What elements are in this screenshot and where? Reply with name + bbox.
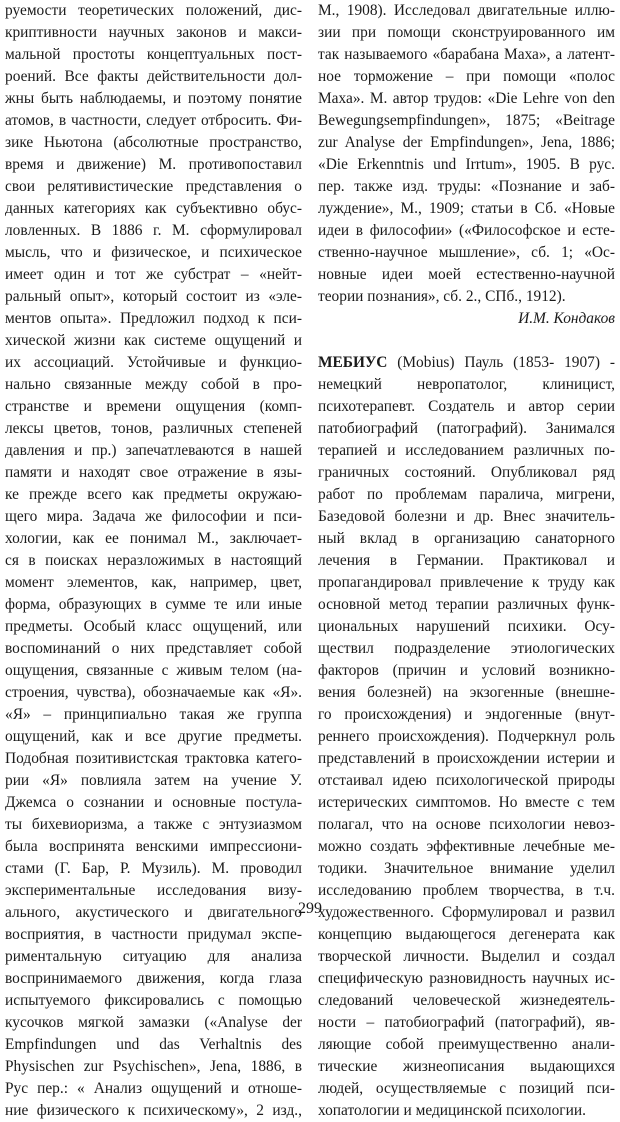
text-line: данных категориях как субъективно обус-: [5, 200, 302, 217]
text-line: ся в поисках неразложимых в настоящий: [5, 552, 302, 569]
text-line: экспериментальные исследования визу-: [5, 882, 302, 899]
left-column: [5, 0, 302, 1122]
author-signature: И.М. Кондаков: [518, 310, 615, 327]
text-line: время и движение) М. противопоставил: [5, 156, 302, 173]
page-number: 299: [298, 900, 322, 917]
text-line: тодики. Значительное внимание уделил: [318, 860, 615, 877]
text-line: давления и пр.) запечатлеваются в нашей: [5, 442, 302, 459]
text-line: хопатологии и медицинской психологии.: [318, 1102, 586, 1119]
text-line: восприятия, в частности придумал экспе-: [5, 926, 302, 943]
text-line: циональных нарушений психики. Осу-: [318, 618, 615, 635]
text-line: ощущений, как и все другие предметы.: [5, 728, 302, 745]
text-line: можно создать эффективные лечебные ме-: [318, 838, 615, 855]
text-line: основной метод терапии различных функ-: [318, 596, 615, 613]
text-line: нально связанные между собой в про-: [5, 376, 302, 393]
text-line: вения болезней) на экзогенные (внешне-: [318, 684, 615, 701]
text-line: луждение», М., 1909; статьи в Сб. «Новые: [318, 200, 615, 217]
text-line: людей, осуществляемые с позиций пси-: [318, 1080, 615, 1097]
text-line: Джемса о сознании и основные постула-: [5, 794, 302, 811]
text-line: ке прежде всего как предметы окружаю-: [5, 486, 302, 503]
text-line: ляющие собой преимущественно анали-: [318, 1036, 615, 1053]
text-line: рии «Я» повлияла затем на учение У.: [5, 772, 302, 789]
text-line: истерических симптомов. Но вместе с тем: [318, 794, 615, 811]
text-line: творческой личности. Выделил и создал: [318, 948, 615, 965]
text-line: Bewegungsempfindungen», 1875; «Beitrage: [318, 112, 615, 129]
text-line: атомов, в частности, следует отбросить. Фи-: [5, 112, 302, 129]
text-line: щего мира. Задача же философии и пси-: [5, 508, 302, 525]
text-line: ментов опыта». Предложил подход к пси-: [5, 310, 302, 327]
mach-entry-continuation: [318, 0, 615, 308]
text-line: идеи в философии» («Философское и есте-: [318, 222, 615, 239]
text-line: теории познания», сб. 2., СПб., 1912).: [318, 288, 566, 305]
text-line: ние физического к психическому», 2 изд.,: [5, 1102, 302, 1119]
text-line: отстаивал идею психологической природы: [318, 772, 615, 789]
text-line: Рус пер.: « Анализ ощущений и отноше-: [5, 1080, 302, 1097]
text-line: специфическую разновидность научных ис-: [318, 970, 615, 987]
text-line: немецкий невропатолог, клиницист,: [318, 376, 615, 393]
text-line: го происхождения) и эндогенные (внут-: [318, 706, 615, 723]
text-line: памяти и находят свое отражение в язы-: [5, 464, 302, 481]
text-line: zur Analyse der Empfindungen», Jena, 1886;: [318, 134, 615, 151]
text-line: воспринимаемого движения, когда глаза: [5, 970, 302, 987]
text-line: их ассоциаций. Устойчивые и функцио-: [5, 354, 302, 371]
text-line: ощущения, связанные с живым телом (на-: [5, 662, 302, 679]
text-line: ального, акустического и двигательного: [5, 904, 302, 921]
text-line: новные идеи моей естественно-научной: [318, 266, 615, 283]
text-line: факторов (причин и условий возникно-: [318, 662, 615, 679]
text-line: художественного. Сформулировал и развил: [318, 904, 615, 921]
text-line: представлений в происхождении истерии и: [318, 750, 615, 767]
text-line: Physischen zur Psychischen», Jena, 1886, в: [5, 1058, 302, 1075]
text-line: полагал, что на основе психологии невоз-: [318, 816, 615, 833]
text-line: лечения в Германии. Практиковал и: [318, 552, 615, 569]
entry-first-line-rest: (Mobius) Пауль (1853- 1907) -: [387, 354, 615, 371]
text-line: зике Ньютона (абсолютные пространство,: [5, 134, 302, 151]
text-line: Базедовой болезни и др. Внес значитель-: [318, 508, 615, 525]
text-line: Подобная позитивистская трактовка катего-: [5, 750, 302, 767]
text-line: ности – патобиографий (патографий), яв-: [318, 1014, 615, 1031]
text-line: следований человеческой жизнедеятель-: [318, 992, 615, 1009]
text-line: Маха». М. автор трудов: «Die Lehre von den: [318, 90, 615, 107]
text-line: мысль, что и физическое, и психическое: [5, 244, 302, 261]
right-column: [318, 0, 615, 1122]
text-line: кусочков мягкой замазки («Analyse der: [5, 1014, 302, 1031]
text-line: ществил подразделение этиологических: [318, 640, 615, 657]
text-line: ный вклад в организацию санаторного: [318, 530, 615, 547]
mobius-entry-body: [318, 374, 615, 1122]
text-line: работ по проблемам паралича, мигрени,: [318, 486, 615, 503]
text-line: предметы. Особый класс ощущений, или: [5, 618, 302, 635]
text-line: криптивности научных законов и макси-: [5, 24, 302, 41]
text-line: так называемого «барабана Маха», а латент-: [318, 46, 615, 63]
text-line: ты бихевиоризма, а также с энтузиазмом: [5, 816, 302, 833]
text-line: Empfindungen und das Verhaltnis des: [5, 1036, 302, 1053]
text-line: М., 1908). Исследовал двигательные иллю-: [318, 2, 615, 19]
text-line: роений. Все факты действительности дол-: [5, 68, 302, 85]
text-line: свои релятивистические представления о: [5, 178, 302, 195]
text-line: концепцию выдающегося дегенерата как: [318, 926, 615, 943]
text-line: стами (Г. Бар, Р. Музиль). М. проводил: [5, 860, 302, 877]
text-line: воспоминаний о них представляет собой: [5, 640, 302, 657]
text-line: терапией и исследованием различных по-: [318, 442, 615, 459]
text-line: патобиографий (патографий). Занимался: [318, 420, 615, 437]
text-line: граничных состояний. Опубликовал ряд: [318, 464, 615, 481]
text-line: ное торможение – при помощи «полос: [318, 68, 615, 85]
text-line: жны быть наблюдаемы, и поэтому понятие: [5, 90, 302, 107]
text-line: ральный опыт», который состоит из «эле-: [5, 288, 302, 305]
text-line: имеет один и тот же субстрат – «нейт-: [5, 266, 302, 283]
text-line: пропагандировал привлечение к труду как: [318, 574, 615, 591]
text-line: форма, образующих в сумме те или иные: [5, 596, 302, 613]
text-line: «Die Erkenntnis und Irrtum», 1905. В рус.: [318, 156, 615, 173]
entry-gap: [318, 330, 615, 352]
entry-first-line: [318, 352, 615, 374]
text-line: хической жизни как системе ощущений и: [5, 332, 302, 349]
text-line: была воспринята венскими импрессиони-: [5, 838, 302, 855]
text-line: строения, чувства), обозначаемые как «Я».: [5, 684, 302, 701]
entry-headword: МЕБИУС: [318, 354, 388, 371]
text-line: риментальную ситуацию для анализа: [5, 948, 302, 965]
text-line: лексы цветов, тонов, различных степеней: [5, 420, 302, 437]
text-line: реннего происхождения). Подчеркнул роль: [318, 728, 615, 745]
text-line: «Я» – принципиально такая же группа: [5, 706, 302, 723]
text-line: момент элементов, как, например, цвет,: [5, 574, 302, 591]
text-line: исследованию проблем творчества, в т.ч.: [318, 882, 615, 899]
text-line: тические жизнеописания выдающихся: [318, 1058, 615, 1075]
text-line: пер. также изд. труды: «Познание и заб-: [318, 178, 615, 195]
text-line: руемости теоретических положений, дис-: [5, 2, 302, 19]
text-line: хологии, как ее понимал М., заключает-: [5, 530, 302, 547]
text-line: ственно-научное мышление», сб. 1; «Ос-: [318, 244, 615, 261]
text-line: зии при помощи сконструированного им: [318, 24, 615, 41]
text-line: мальной простоты концептуальных пост-: [5, 46, 302, 63]
text-line: психотерапевт. Создатель и автор серии: [318, 398, 615, 415]
text-line: странстве и времени ощущения (комп-: [5, 398, 302, 415]
text-line: ловленных. В 1886 г. М. сформулировал: [5, 222, 302, 239]
text-line: испытуемого фиксировались с помощью: [5, 992, 302, 1009]
